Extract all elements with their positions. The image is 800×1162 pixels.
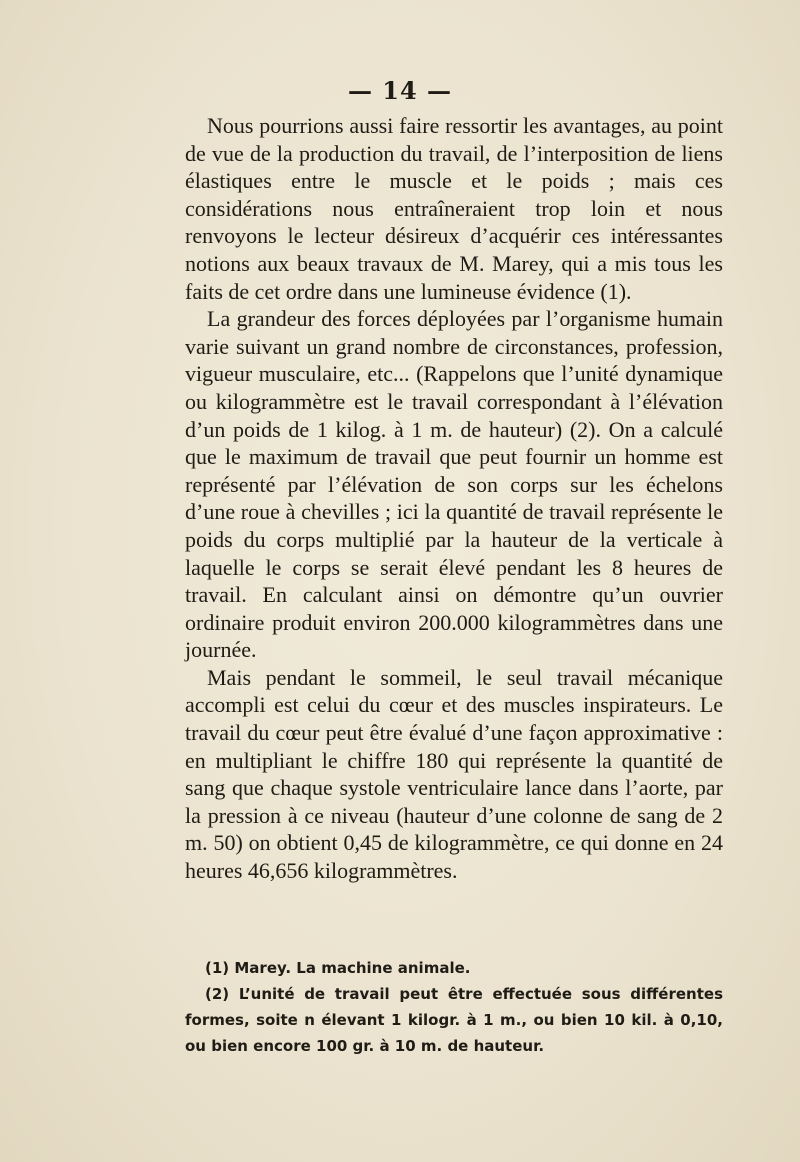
paragraph-elastic-links: Nous pourrions aussi faire ressortir les avantages, au point de vue de la production du travail, de l’interposition de liens élastiques entre le muscle et le poids ; mais ces considérations nous entraîneraient trop loin et nous renvoyons le lecteur désireux d’acquérir ces intéressantes notions aux beaux travaux de M. Marey, qui a mis tous les faits de cet ordre dans une lumineuse évidence (1).: [185, 113, 723, 304]
paragraph-heart-work: Mais pendant le sommeil, le seul travail mécanique accompli est celui du cœur et des muscles inspirateurs. Le travail du cœur peut être évalué d’une façon approximative : en multipliant le chiffre 180 qui représente la quantité de sang que chaque systole ventriculaire lance dans l’aorte, par la pression à ce niveau (hauteur d’une colonne de sang de 2 m. 50) on obtient 0,45 de kilogrammètre, ce qui donne en 24 heures 46,656 kilogrammètres.: [185, 664, 723, 884]
paragraph-human-forces: La grandeur des forces déployées par l’organisme humain varie suivant un grand nombre de circonstances, profession, vigueur musculaire, etc... (Rappelons que l’unité dynamique ou kilogrammètre est le travail correspondant à l’élévation d’un poids de 1 kilog. à 1 m. de hauteur) (2). On a calculé que le maximum de travail que peut fournir un homme est représenté par l’élévation de son corps sur les échelons d’une roue à chevilles ; ici la quantité de travail représente le poids du corps multiplié par la hauteur de la verticale à laquelle le corps se serait élevé pendant les 8 heures de travail. En calculant ainsi on démontre qu’un ouvrier ordinaire produit environ 200.000 kilogrammètres dans une journée.: [185, 306, 723, 663]
main-text: [185, 112, 723, 885]
footnotes: [185, 955, 723, 1059]
footnote-1: (1) Marey. La machine animale.: [205, 959, 471, 977]
footnote-2: (2) L’unité de travail peut être effectuée sous différentes formes, soite n élevant 1 kilogr. à 1 m., ou bien 10 kil. à 0,10, ou bien encore 100 gr. à 10 m. de hauteur.: [185, 985, 723, 1055]
page-number: — 14 —: [347, 76, 453, 105]
